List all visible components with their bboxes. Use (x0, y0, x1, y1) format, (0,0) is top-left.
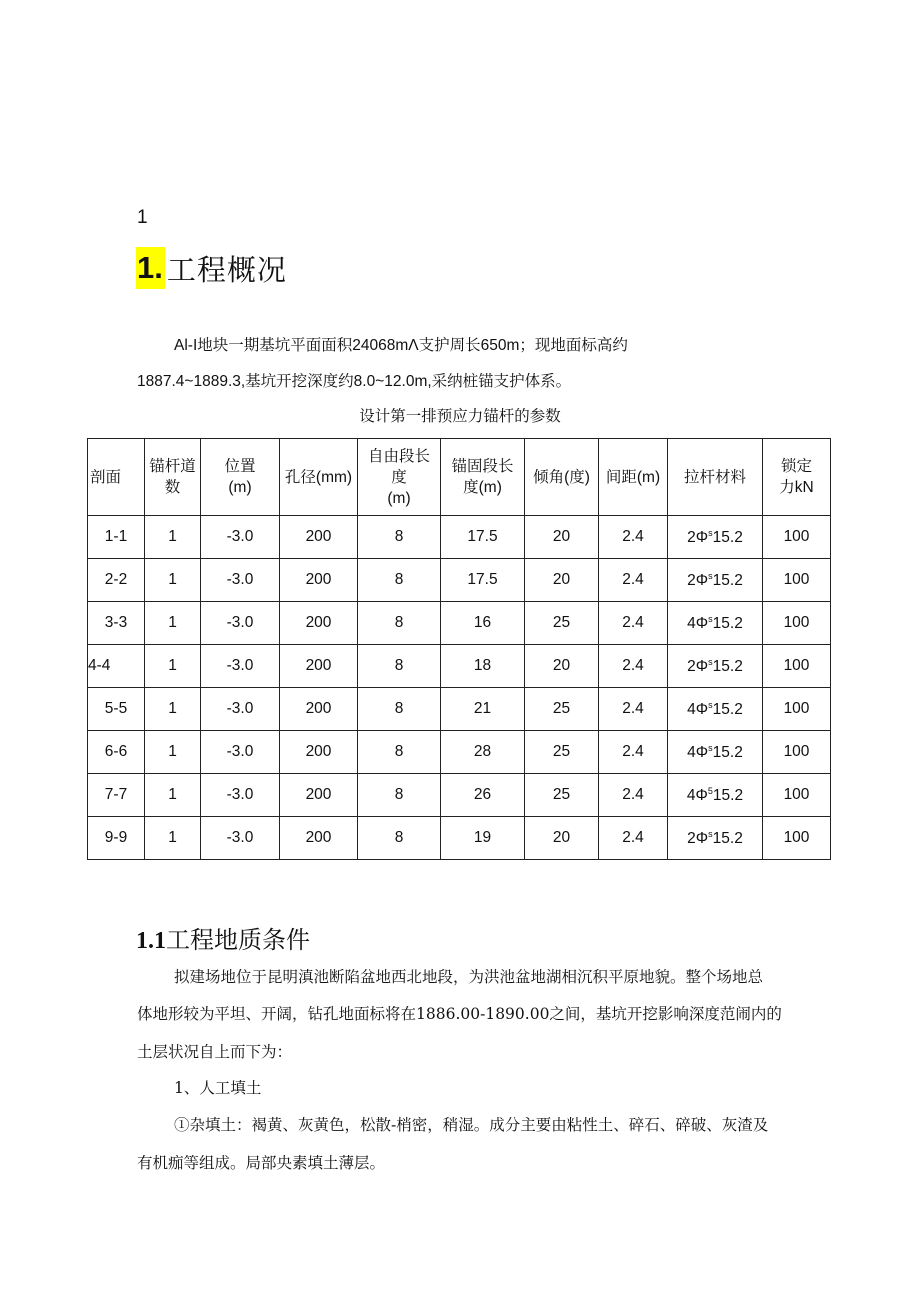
header-section: 剖面 (88, 439, 145, 516)
header-position: 位置 (m) (201, 439, 280, 516)
cell-section: 5-5 (88, 688, 145, 731)
cell-material: $4\Phi^s15.2$ (668, 688, 763, 731)
cell-spacing: 2.4 (599, 817, 668, 860)
header-anchorage-length: 锚固段长 度(m) (441, 439, 525, 516)
table-row (88, 774, 831, 817)
cell-section: 7-7 (88, 774, 145, 817)
table-header-row (88, 439, 831, 516)
cell-hole: 200 (280, 688, 358, 731)
cell-spacing: 2.4 (599, 516, 668, 559)
subheading-number: 1.1 (136, 928, 166, 954)
cell-material: $2\Phi^s15.2$ (668, 645, 763, 688)
intro-line-2: 1887.4~1889.3,基坑开挖深度约8.0~12.0m,采纳桩锚支护体系。 (137, 373, 572, 390)
cell-material: $2\Phi^s15.2$ (668, 817, 763, 860)
cell-hole: 200 (280, 774, 358, 817)
cell-lock-force: 100 (763, 817, 831, 860)
cell-hole: 200 (280, 559, 358, 602)
anchor-parameters-table (87, 438, 831, 860)
cell-material: $4\Phi^s15.2$ (668, 731, 763, 774)
cell-anchorage-length: 26 (441, 774, 525, 817)
cell-angle: 25 (525, 774, 599, 817)
cell-lock-force: 100 (763, 688, 831, 731)
cell-lock-force: 100 (763, 774, 831, 817)
cell-material: $2\Phi^s15.2$ (668, 516, 763, 559)
section-heading-1-1 (136, 920, 310, 955)
cell-lock-force: 100 (763, 731, 831, 774)
cell-anchorage-length: 16 (441, 602, 525, 645)
cell-free-length: 8 (358, 817, 441, 860)
heading-title: 工程概况 (166, 252, 287, 287)
table-row (88, 645, 831, 688)
table-row (88, 817, 831, 860)
header-spacing: 间距(m) (599, 439, 668, 516)
cell-position: -3.0 (201, 731, 280, 774)
page-number: 1 (137, 207, 148, 228)
cell-anchorage-length: 17.5 (441, 516, 525, 559)
soil-detail-line-1: ①杂填土：褐黄、灰黄色，松散-梢密，稍湿。成分主要由粘性土、碎石、碎破、灰渣及 (174, 1116, 769, 1134)
cell-free-length: 8 (358, 645, 441, 688)
cell-count: 1 (145, 602, 201, 645)
cell-count: 1 (145, 731, 201, 774)
soil-detail-line-2: 有机痂等组成。局部央素填土薄层。 (137, 1154, 386, 1172)
cell-lock-force: 100 (763, 516, 831, 559)
cell-count: 1 (145, 774, 201, 817)
cell-anchorage-length: 17.5 (441, 559, 525, 602)
cell-section: 2-2 (88, 559, 145, 602)
cell-free-length: 8 (358, 688, 441, 731)
geology-para-line-1: 拟建场地位于昆明滇池断陷盆地西北地段，为洪池盆地湖相沉积平原地貌。整个场地总 (174, 968, 764, 986)
table-caption: 设计第一排预应力锚杆的参数 (359, 407, 561, 425)
table-row (88, 516, 831, 559)
cell-hole: 200 (280, 731, 358, 774)
cell-section: 4-4 (88, 645, 145, 688)
cell-count: 1 (145, 817, 201, 860)
cell-section: 3-3 (88, 602, 145, 645)
cell-section: 1-1 (88, 516, 145, 559)
cell-position: -3.0 (201, 774, 280, 817)
cell-count: 1 (145, 559, 201, 602)
cell-free-length: 8 (358, 559, 441, 602)
cell-angle: 25 (525, 688, 599, 731)
cell-hole: 200 (280, 516, 358, 559)
header-anchor-count: 锚杆道 数 (145, 439, 201, 516)
cell-spacing: 2.4 (599, 559, 668, 602)
cell-hole: 200 (280, 817, 358, 860)
cell-lock-force: 100 (763, 645, 831, 688)
cell-spacing: 2.4 (599, 774, 668, 817)
cell-spacing: 2.4 (599, 688, 668, 731)
header-lock-force: 锁定 力kN (763, 439, 831, 516)
cell-lock-force: 100 (763, 559, 831, 602)
cell-angle: 20 (525, 817, 599, 860)
geology-para-line-3: 土层状况自上而下为： (137, 1043, 293, 1061)
cell-position: -3.0 (201, 817, 280, 860)
cell-material: $4\Phi^515.2$ (668, 774, 763, 817)
cell-spacing: 2.4 (599, 731, 668, 774)
cell-free-length: 8 (358, 516, 441, 559)
cell-position: -3.0 (201, 516, 280, 559)
cell-free-length: 8 (358, 731, 441, 774)
cell-count: 1 (145, 645, 201, 688)
cell-anchorage-length: 18 (441, 645, 525, 688)
cell-angle: 25 (525, 731, 599, 774)
cell-position: -3.0 (201, 688, 280, 731)
header-hole-diameter: 孔径(mm) (280, 439, 358, 516)
header-free-length: 自由段长 度 (m) (358, 439, 441, 516)
section-heading-1 (136, 247, 287, 289)
header-angle: 倾角(度) (525, 439, 599, 516)
cell-position: -3.0 (201, 645, 280, 688)
geology-para-line-2: 体地形较为平坦、开阔，钻孔地面标将在1886.00-1890.00之间，基坑开挖影响深度范闹内的 (137, 1005, 782, 1023)
cell-free-length: 8 (358, 774, 441, 817)
cell-angle: 20 (525, 559, 599, 602)
cell-spacing: 2.4 (599, 645, 668, 688)
cell-lock-force: 100 (763, 602, 831, 645)
cell-angle: 20 (525, 516, 599, 559)
cell-section: 9-9 (88, 817, 145, 860)
cell-hole: 200 (280, 602, 358, 645)
cell-section: 6-6 (88, 731, 145, 774)
table-row (88, 602, 831, 645)
subheading-title: 工程地质条件 (166, 926, 310, 954)
cell-anchorage-length: 28 (441, 731, 525, 774)
cell-count: 1 (145, 688, 201, 731)
header-tendon-material: 拉杆材料 (668, 439, 763, 516)
cell-hole: 200 (280, 645, 358, 688)
cell-anchorage-length: 19 (441, 817, 525, 860)
table-row (88, 688, 831, 731)
heading-number-highlighted: 1. (136, 247, 165, 289)
cell-position: -3.0 (201, 602, 280, 645)
table-row (88, 559, 831, 602)
intro-line-1: Al-I地块一期基坑平面面积24068mΛ支护周长650m；现地面标高约 (174, 337, 628, 354)
cell-angle: 20 (525, 645, 599, 688)
cell-material: $4\Phi^s15.2$ (668, 602, 763, 645)
cell-anchorage-length: 21 (441, 688, 525, 731)
cell-count: 1 (145, 516, 201, 559)
cell-angle: 25 (525, 602, 599, 645)
soil-layer-item-1: 1、人工填土 (174, 1079, 262, 1097)
cell-spacing: 2.4 (599, 602, 668, 645)
cell-position: -3.0 (201, 559, 280, 602)
table-row (88, 731, 831, 774)
cell-free-length: 8 (358, 602, 441, 645)
cell-material: $2\Phi^s15.2$ (668, 559, 763, 602)
